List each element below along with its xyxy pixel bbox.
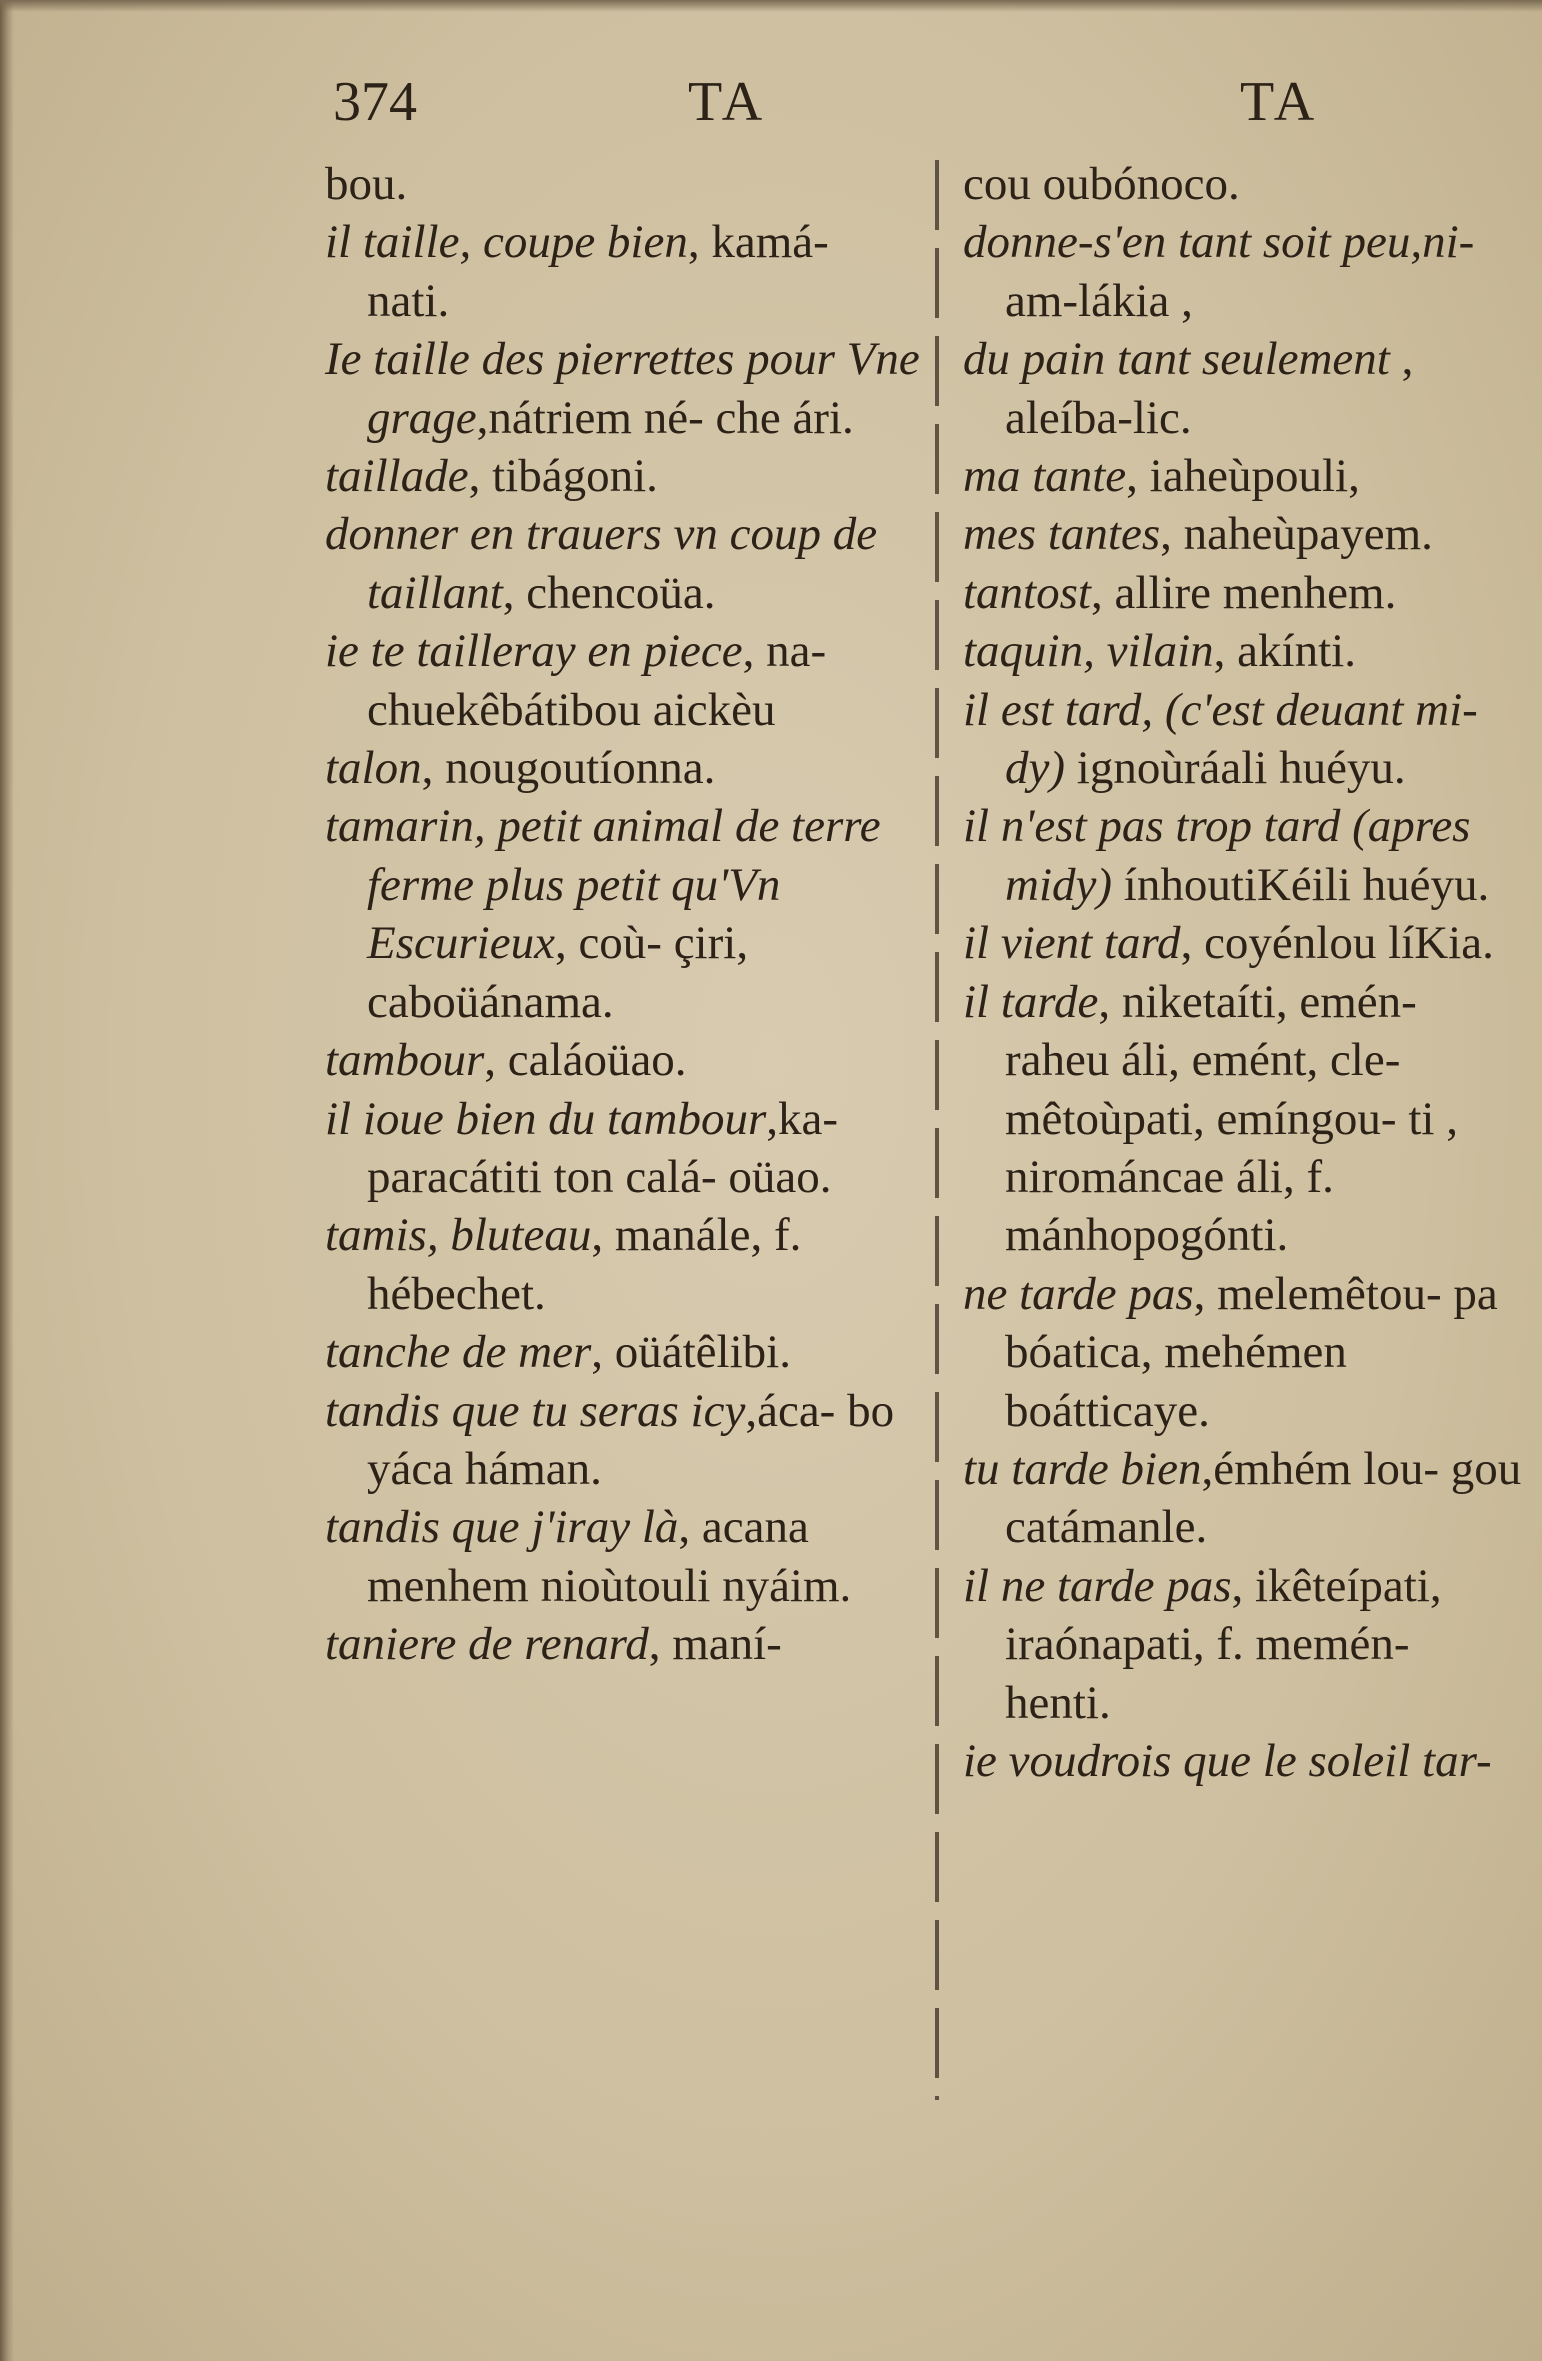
dictionary-entry — [325, 505, 920, 622]
dictionary-entry — [325, 155, 920, 213]
carib-translation: , tibágoni. — [468, 450, 658, 503]
french-term: il n'est pas trop tard (apres midy) — [963, 800, 1471, 911]
dictionary-entry — [963, 155, 1523, 213]
carib-translation: , chencoüa. — [502, 566, 716, 619]
dictionary-entry — [963, 505, 1523, 563]
french-term: du pain tant seulement — [963, 333, 1390, 386]
french-term: tamis, bluteau — [325, 1209, 592, 1262]
dictionary-entry — [325, 1031, 920, 1089]
dictionary-entry — [963, 622, 1523, 680]
left-column — [325, 155, 920, 1674]
carib-translation: , akínti. — [1213, 625, 1356, 678]
carib-translation: ,áca- bo yáca háman. — [367, 1384, 895, 1495]
dictionary-entry — [325, 1498, 920, 1615]
dictionary-entry — [963, 1440, 1523, 1557]
french-term: talon — [325, 742, 422, 795]
french-term: il ne tarde pas — [963, 1559, 1232, 1612]
french-term: il est tard, (c'est deuant mi- dy) — [963, 683, 1478, 795]
french-term: mes tantes — [963, 508, 1161, 561]
carib-translation: , iaheùpouli, — [1126, 450, 1360, 503]
carib-translation: bou. — [325, 158, 408, 210]
running-head-left: TA — [688, 71, 767, 133]
french-term: ne tarde pas — [963, 1267, 1194, 1320]
french-term: tu tarde bien — [963, 1442, 1202, 1495]
carib-translation: , na- chuekêbátibou aickèu — [367, 625, 827, 736]
french-term: donne-s'en tant soit peu,ni- — [963, 216, 1475, 269]
dictionary-entry — [963, 330, 1523, 447]
french-term: ma tante — [963, 450, 1127, 503]
french-term: taniere de renard — [325, 1618, 649, 1671]
carib-translation: , melemêtou- pa bóatica, mehémen boátticaye. — [1005, 1267, 1498, 1437]
dictionary-entry — [963, 914, 1523, 972]
dictionary-entry — [963, 447, 1523, 505]
carib-translation: ignoùráali huéyu. — [1065, 742, 1406, 795]
carib-translation: ,nátriem né- che ári. — [476, 391, 854, 444]
french-term: tantost — [963, 566, 1091, 619]
french-term: il vient tard — [963, 917, 1181, 970]
page-top-shadow — [0, 0, 1542, 12]
column-divider — [935, 160, 939, 2100]
carib-translation: , oüátêlibi. — [591, 1326, 791, 1379]
dictionary-entry — [963, 1732, 1523, 1790]
dictionary-entry — [325, 1206, 920, 1323]
dictionary-entry — [325, 1090, 920, 1207]
french-term: taillade — [325, 450, 469, 503]
dictionary-entry — [963, 681, 1523, 798]
french-term: donner en trauers vn coup de taillant — [325, 508, 878, 619]
carib-translation: ínhoutiKéili huéyu. — [1112, 858, 1490, 911]
carib-translation: , maní- — [648, 1618, 782, 1671]
french-term: il tarde — [963, 975, 1099, 1028]
dictionary-entry — [325, 739, 920, 797]
running-head-right: TA — [1240, 71, 1319, 133]
french-term: Ie taille des pierrettes pour Vne grage — [325, 333, 920, 444]
carib-translation: , acana menhem nioùtouli nyáim. — [367, 1501, 852, 1612]
carib-translation: , aleíba-lic. — [1005, 333, 1414, 444]
dictionary-entry — [963, 973, 1523, 1265]
french-term: il taille, coupe bien — [325, 216, 688, 269]
french-term: tandis que j'iray là — [325, 1501, 679, 1554]
carib-translation: cou oubónoco. — [963, 158, 1240, 210]
carib-translation: , coù- çiri, caboüánama. — [367, 917, 749, 1028]
french-term: taquin, vilain — [963, 625, 1214, 678]
french-term: tambour — [325, 1034, 485, 1087]
page-edge-shadow — [0, 0, 14, 2361]
dictionary-entry — [325, 1615, 920, 1673]
carib-translation: am-lákia , — [1005, 274, 1193, 327]
dictionary-entry — [963, 564, 1523, 622]
carib-translation: , naheùpayem. — [1160, 508, 1433, 561]
carib-translation: ,émhém lou- gou catámanle. — [1005, 1442, 1522, 1554]
dictionary-entry — [325, 447, 920, 505]
dictionary-entry — [963, 1557, 1523, 1732]
dictionary-entry — [325, 1323, 920, 1381]
carib-translation: , caláoüao. — [484, 1034, 687, 1087]
french-term: tamarin, petit animal de terre ferme plus petit qu'Vn Escurieux — [325, 800, 881, 970]
carib-translation: , nougoutíonna. — [421, 742, 716, 795]
french-term: ie te tailleray en piece — [325, 625, 743, 678]
dictionary-entry — [963, 797, 1523, 914]
french-term: ie voudrois que le soleil tar- — [963, 1734, 1492, 1787]
carib-translation: , niketaíti, emén- raheu áli, emént, cle- mêtoùpati, emíngou- ti , nirománcae áli, f. mánhopogónti. — [1005, 975, 1458, 1262]
carib-translation: ,ka- paracátiti ton calá- oüao. — [367, 1092, 839, 1203]
carib-translation: , manále, f. hébechet. — [367, 1209, 802, 1320]
dictionary-entry — [325, 1382, 920, 1499]
french-term: il ioue bien du tambour — [325, 1092, 767, 1145]
carib-translation: , kamá- nati. — [367, 216, 829, 327]
dictionary-entry — [325, 622, 920, 739]
dictionary-entry — [325, 330, 920, 447]
carib-translation: , allire menhem. — [1090, 566, 1397, 619]
french-term: tandis que tu seras icy — [325, 1384, 746, 1437]
right-column — [963, 155, 1523, 1790]
dictionary-entry — [325, 797, 920, 1031]
carib-translation: , ikêteípati, iraónapati, f. memén- henti. — [1005, 1559, 1442, 1729]
dictionary-entry — [963, 1265, 1523, 1440]
dictionary-entry — [325, 213, 920, 330]
page-number: 374 — [333, 71, 417, 133]
french-term: tanche de mer — [325, 1326, 592, 1379]
dictionary-entry — [963, 213, 1523, 330]
carib-translation: , coyénlou líKia. — [1180, 917, 1494, 970]
